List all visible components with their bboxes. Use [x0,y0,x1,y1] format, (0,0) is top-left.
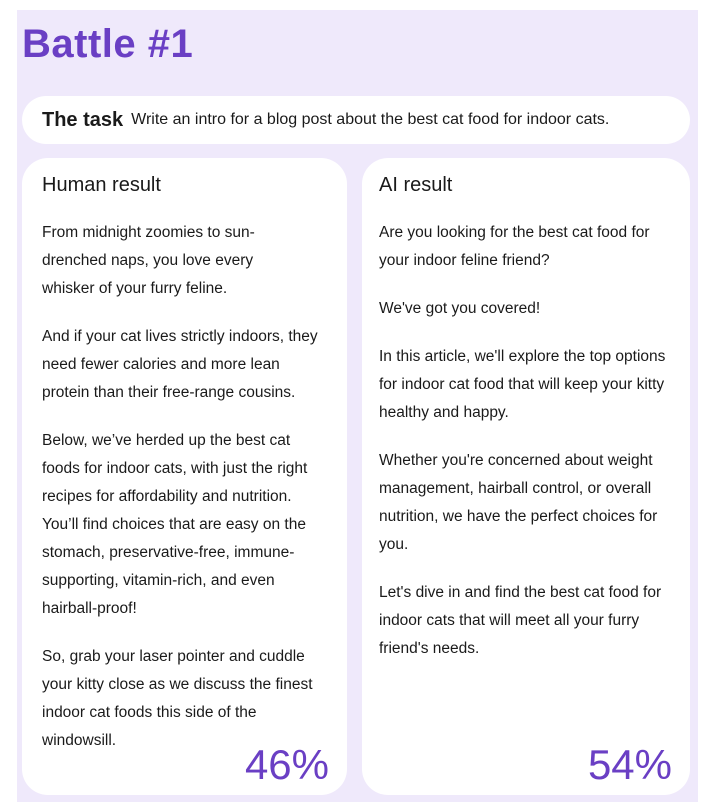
human-paragraph: From midnight zoomies to sun-drenched naps, you love every whisker of your furry feline. [42,224,255,297]
ai-result-card[interactable] [362,158,690,795]
task-label: The task [42,108,124,131]
ai-paragraph: Let's dive in and find the best cat food for indoor cats that will meet all your furry friend's needs. [379,584,662,657]
ai-paragraph: Are you looking for the best cat food for your indoor feline friend? [379,224,650,269]
ai-vote-percent: 54% [587,741,672,788]
task-bar [22,96,690,144]
human-paragraph: And if your cat lives strictly indoors, they need fewer calories and more lean protein than their free-range cousins. [42,328,318,401]
human-result-card[interactable] [22,158,347,795]
ai-paragraph: Whether you're concerned about weight management, hairball control, or overall nutrition, we have the perfect choices for you. [379,452,658,553]
human-vote-percent: 46% [244,741,329,788]
page-title: Battle #1 [22,22,194,66]
human-paragraph: Below, we’ve herded up the best cat foods for indoor cats, with just the right recipes for affordability and nutrition. You’ll find choices that are easy on the stomach, preservative-free, immune-supporting, vitamin-rich, and even hairball-proof! [42,432,308,617]
ai-paragraph: We've got you covered! [379,300,541,317]
ai-result-heading: AI result [379,174,453,196]
ai-paragraph: In this article, we'll explore the top options for indoor cat food that will keep your kitty healthy and happy. [379,348,666,421]
human-paragraph: So, grab your laser pointer and cuddle your kitty close as we discuss the finest indoor cat foods this side of the windowsill. [42,648,313,749]
task-text: Write an intro for a blog post about the best cat food for indoor cats. [131,111,610,128]
human-result-heading: Human result [42,174,161,196]
